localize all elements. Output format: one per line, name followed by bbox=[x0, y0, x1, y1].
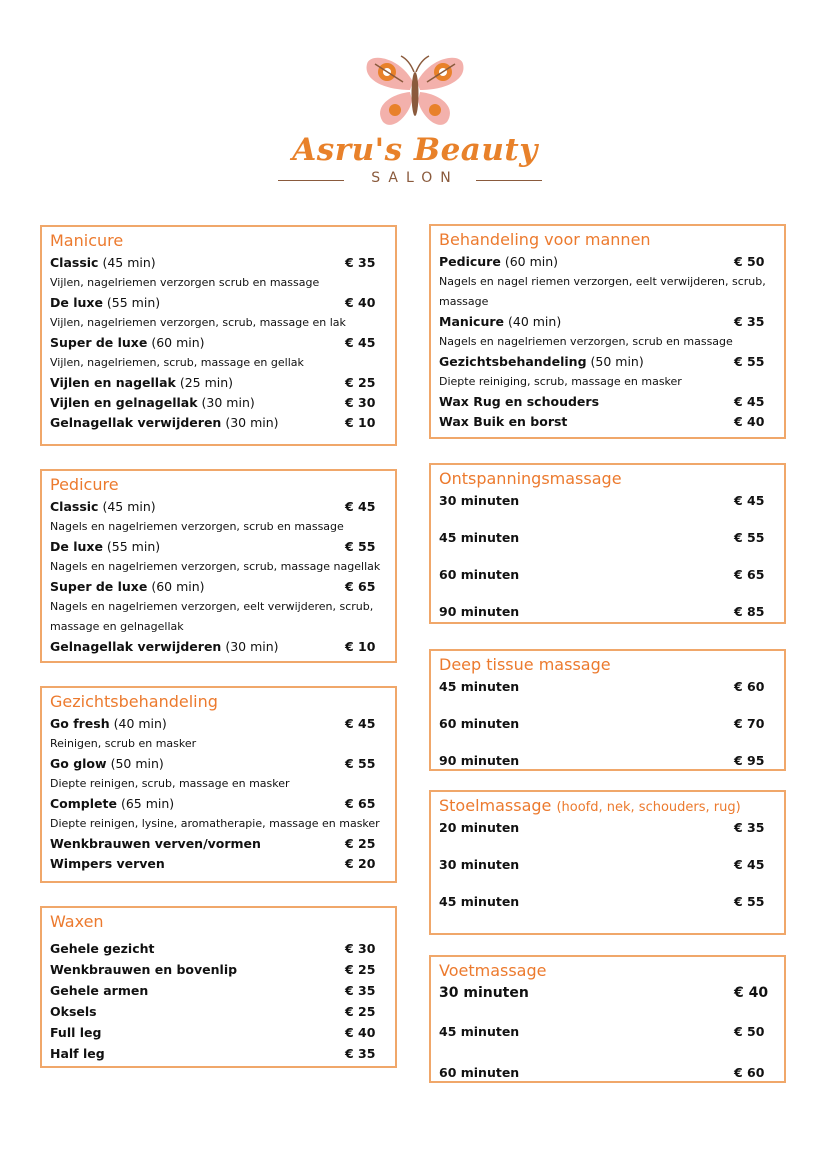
item-price: € 60 bbox=[734, 1065, 765, 1080]
item-label: Wenkbrauwen verven/vormen bbox=[50, 836, 261, 851]
list-item bbox=[439, 818, 776, 855]
item-label: Wimpers verven bbox=[50, 856, 165, 871]
list-item bbox=[50, 253, 387, 273]
foot-massage-section bbox=[429, 955, 786, 1083]
item-description: Nagels en nagelriemen verzorgen, scrub en massage bbox=[439, 335, 733, 348]
section-title: Behandeling voor mannen bbox=[439, 230, 651, 249]
item-price: € 25 bbox=[345, 375, 376, 390]
list-item bbox=[50, 714, 387, 734]
item-price: € 50 bbox=[734, 254, 765, 269]
item-price: € 25 bbox=[345, 1003, 376, 1019]
chair-massage-section bbox=[429, 790, 786, 935]
item-label: De luxe bbox=[50, 539, 103, 554]
item-label: Complete bbox=[50, 796, 117, 811]
list-item bbox=[50, 1001, 387, 1022]
item-label: 30 minuten bbox=[439, 857, 520, 872]
list-item bbox=[50, 854, 387, 874]
item-label: 60 minuten bbox=[439, 1065, 520, 1080]
item-label: Go glow bbox=[50, 756, 107, 771]
item-label: (50 min) bbox=[110, 756, 164, 771]
item-price: € 55 bbox=[734, 354, 765, 369]
item-price: € 45 bbox=[345, 716, 376, 731]
list-item bbox=[439, 528, 776, 565]
item-label: (30 min) bbox=[225, 415, 279, 430]
item-price: € 55 bbox=[734, 530, 765, 545]
item-label: 20 minuten bbox=[439, 820, 520, 835]
salon-logo bbox=[270, 50, 560, 195]
item-price: € 10 bbox=[345, 415, 376, 430]
item-price: € 40 bbox=[345, 1024, 376, 1040]
item-price: € 70 bbox=[734, 716, 765, 731]
item-description: Nagels en nagelriemen verzorgen, scrub en massage bbox=[50, 520, 344, 533]
list-item bbox=[439, 602, 776, 622]
item-description: Vijlen, nagelriemen verzorgen scrub en massage bbox=[50, 276, 320, 289]
item-description: Diepte reinigen, lysine, aromatherapie, massage en masker bbox=[50, 817, 380, 830]
section-title bbox=[439, 794, 776, 818]
item-price: € 60 bbox=[734, 679, 765, 694]
item-label: 30 minuten bbox=[439, 493, 520, 508]
item-label: (40 min) bbox=[113, 716, 167, 731]
item-label: Super de luxe bbox=[50, 335, 148, 350]
list-item bbox=[50, 333, 387, 353]
item-description: Diepte reinigen, scrub, massage en masker bbox=[50, 777, 290, 790]
salon-tagline: SALON bbox=[371, 170, 459, 186]
list-item bbox=[50, 497, 387, 517]
item-price: € 40 bbox=[734, 985, 769, 1001]
item-label: Classic bbox=[50, 499, 99, 514]
item-price: € 45 bbox=[345, 335, 376, 350]
item-price: € 85 bbox=[734, 604, 765, 619]
list-item bbox=[439, 751, 776, 771]
item-label: (30 min) bbox=[225, 639, 279, 654]
list-item bbox=[439, 565, 776, 602]
section-title: Manicure bbox=[50, 231, 124, 250]
list-item bbox=[50, 293, 387, 313]
item-label: Classic bbox=[50, 255, 99, 270]
item-price: € 35 bbox=[345, 255, 376, 270]
item-label: (60 min) bbox=[151, 579, 205, 594]
item-label: 45 minuten bbox=[439, 1024, 520, 1039]
item-price: € 20 bbox=[345, 856, 376, 871]
item-label: Gelnagellak verwijderen bbox=[50, 415, 222, 430]
list-item bbox=[439, 412, 776, 432]
list-item bbox=[50, 959, 387, 980]
item-label: Pedicure bbox=[439, 254, 501, 269]
list-item bbox=[439, 252, 776, 272]
item-label: Half leg bbox=[50, 1045, 105, 1061]
item-label: 45 minuten bbox=[439, 530, 520, 545]
item-price: € 35 bbox=[734, 314, 765, 329]
list-item bbox=[50, 1022, 387, 1043]
item-label: Wax Rug en schouders bbox=[439, 394, 600, 409]
item-label: De luxe bbox=[50, 295, 103, 310]
item-label: Full leg bbox=[50, 1024, 102, 1040]
list-item bbox=[50, 637, 387, 657]
item-label: 90 minuten bbox=[439, 604, 520, 619]
item-label: 45 minuten bbox=[439, 894, 520, 909]
section-title: Ontspanningsmassage bbox=[439, 469, 622, 488]
item-label: (65 min) bbox=[120, 796, 175, 811]
item-price: € 30 bbox=[345, 395, 376, 410]
list-item bbox=[439, 392, 776, 412]
item-label: Go fresh bbox=[50, 716, 110, 731]
item-description: Diepte reiniging, scrub, massage en masker bbox=[439, 375, 682, 388]
list-item bbox=[50, 980, 387, 1001]
item-description: Vijlen, nagelriemen, scrub, massage en gellak bbox=[50, 356, 304, 369]
list-item bbox=[439, 1063, 776, 1083]
list-item bbox=[50, 794, 387, 814]
manicure-section bbox=[40, 225, 397, 446]
item-price: € 10 bbox=[345, 639, 376, 654]
item-price: € 65 bbox=[345, 579, 376, 594]
item-price: € 65 bbox=[345, 796, 376, 811]
item-price: € 40 bbox=[345, 295, 376, 310]
item-label: (45 min) bbox=[102, 255, 156, 270]
list-item bbox=[439, 491, 776, 528]
facial-section bbox=[40, 686, 397, 883]
deep-tissue-section bbox=[429, 649, 786, 771]
item-label: Oksels bbox=[50, 1003, 97, 1019]
item-price: € 50 bbox=[734, 1024, 765, 1039]
item-label: (45 min) bbox=[102, 499, 156, 514]
item-price: € 95 bbox=[734, 753, 765, 768]
item-price: € 55 bbox=[734, 894, 765, 909]
item-label: 60 minuten bbox=[439, 567, 520, 582]
item-price: € 45 bbox=[734, 857, 765, 872]
men-section bbox=[429, 224, 786, 439]
item-label: Stoelmassage bbox=[439, 796, 552, 815]
item-price: € 55 bbox=[345, 539, 376, 554]
list-item bbox=[439, 714, 776, 751]
item-label: (55 min) bbox=[106, 295, 161, 310]
item-price: € 35 bbox=[734, 820, 765, 835]
item-price: € 35 bbox=[345, 982, 376, 998]
item-price: € 25 bbox=[345, 836, 376, 851]
item-label: Wenkbrauwen en bovenlip bbox=[50, 961, 238, 977]
section-title: Voetmassage bbox=[439, 961, 547, 980]
item-price: € 35 bbox=[345, 1045, 376, 1061]
list-item bbox=[439, 677, 776, 714]
item-label: (40 min) bbox=[508, 314, 562, 329]
item-label: (60 min) bbox=[504, 254, 559, 269]
list-item bbox=[50, 413, 387, 433]
item-price: € 45 bbox=[345, 499, 376, 514]
item-label: 60 minuten bbox=[439, 716, 520, 731]
item-price: € 45 bbox=[734, 493, 765, 508]
item-price: € 25 bbox=[345, 961, 376, 977]
item-label: (55 min) bbox=[106, 539, 161, 554]
item-label: Wax Buik en borst bbox=[439, 414, 568, 429]
item-description: Nagels en nagel riemen verzorgen, eelt verwijderen, scrub, massage bbox=[439, 275, 766, 308]
item-label: Manicure bbox=[439, 314, 505, 329]
item-description: Nagels en nagelriemen verzorgen, eelt verwijderen, scrub, massage en gelnagellak bbox=[50, 600, 374, 633]
divider bbox=[476, 180, 542, 181]
salon-name: Asru's Beauty bbox=[292, 132, 538, 168]
item-label: Vijlen en nagellak bbox=[50, 375, 176, 390]
list-item bbox=[439, 312, 776, 332]
item-label: (30 min) bbox=[201, 395, 255, 410]
item-label: (50 min) bbox=[590, 354, 644, 369]
list-item bbox=[50, 1043, 387, 1064]
relax-massage-section bbox=[429, 463, 786, 624]
item-label: Gelnagellak verwijderen bbox=[50, 639, 222, 654]
item-label: 45 minuten bbox=[439, 679, 520, 694]
list-item bbox=[50, 754, 387, 774]
pedicure-section bbox=[40, 469, 397, 663]
item-label: Gehele armen bbox=[50, 982, 149, 998]
item-price: € 55 bbox=[345, 756, 376, 771]
item-label: Vijlen en gelnagellak bbox=[50, 395, 198, 410]
item-price: € 45 bbox=[734, 394, 765, 409]
item-label: 30 minuten bbox=[439, 985, 529, 1001]
list-item bbox=[439, 983, 776, 1022]
butterfly-icon bbox=[355, 52, 475, 132]
item-price: € 40 bbox=[734, 414, 765, 429]
item-label: Super de luxe bbox=[50, 579, 148, 594]
item-label: Gehele gezicht bbox=[50, 940, 155, 956]
item-description: Nagels en nagelriemen verzorgen, scrub, massage nagellak bbox=[50, 560, 381, 573]
item-price: € 65 bbox=[734, 567, 765, 582]
list-item bbox=[50, 373, 387, 393]
item-description: Reinigen, scrub en masker bbox=[50, 737, 197, 750]
item-label: Gezichtsbehandeling bbox=[439, 354, 587, 369]
section-title: Pedicure bbox=[50, 475, 119, 494]
item-price: € 30 bbox=[345, 940, 376, 956]
list-item bbox=[50, 393, 387, 413]
item-label: 90 minuten bbox=[439, 753, 520, 768]
list-item bbox=[439, 352, 776, 372]
list-item bbox=[50, 577, 387, 597]
list-item bbox=[50, 537, 387, 557]
item-label: (hoofd, nek, schouders, rug) bbox=[556, 800, 741, 815]
list-item bbox=[50, 834, 387, 854]
item-label: (25 min) bbox=[179, 375, 234, 390]
item-description: Vijlen, nagelriemen verzorgen, scrub, massage en lak bbox=[50, 316, 346, 329]
section-title: Deep tissue massage bbox=[439, 655, 611, 674]
list-item bbox=[439, 855, 776, 892]
section-title: Gezichtsbehandeling bbox=[50, 692, 218, 711]
waxing-section bbox=[40, 906, 397, 1068]
section-title: Waxen bbox=[50, 912, 104, 931]
item-label: (60 min) bbox=[151, 335, 205, 350]
list-item bbox=[439, 1022, 776, 1063]
list-item bbox=[50, 938, 387, 959]
list-item bbox=[439, 892, 776, 912]
